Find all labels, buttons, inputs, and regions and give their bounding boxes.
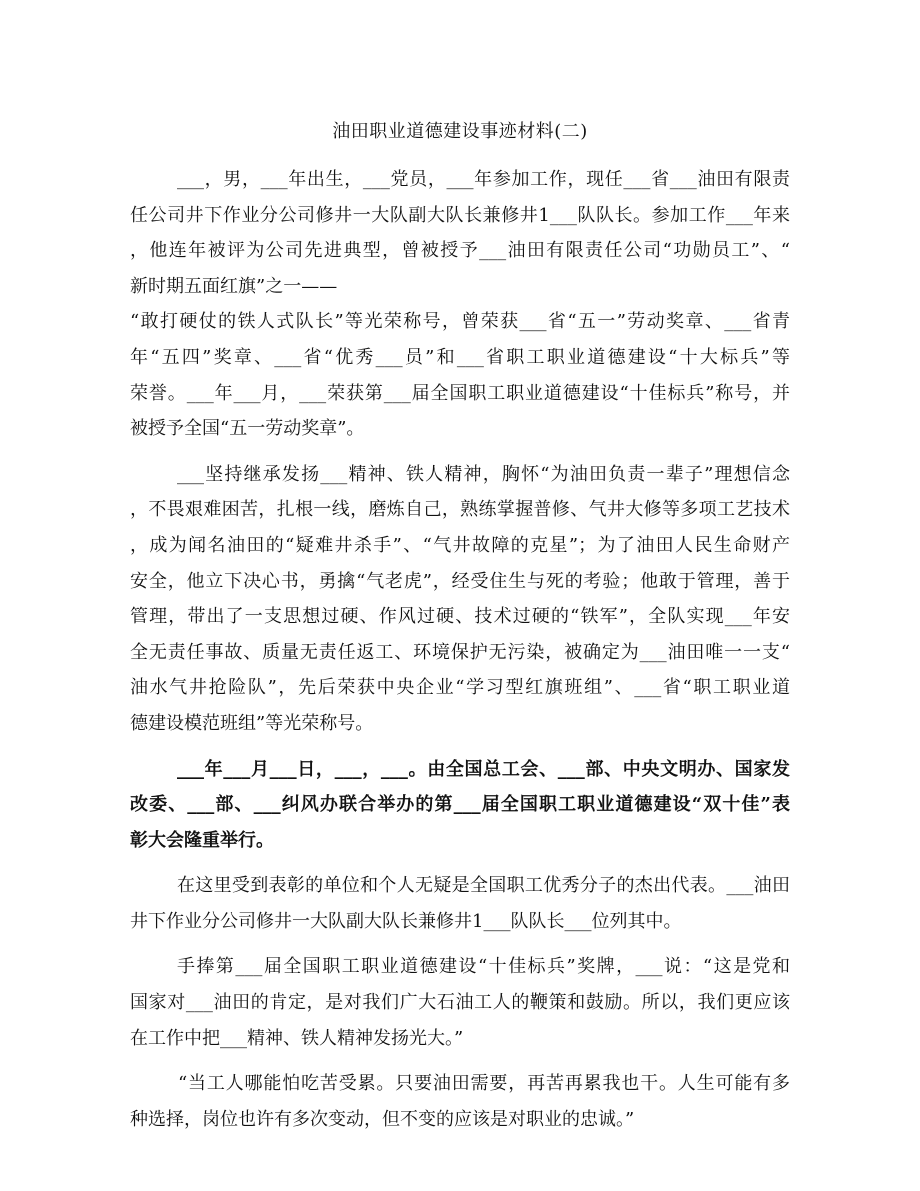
paragraph-4	[130, 868, 790, 939]
paragraph-line: 手捧第___届全国职工职业道德建设“十佳标兵”奖牌，___说：“这是党和	[177, 956, 790, 978]
paragraph-gap	[130, 939, 790, 949]
paragraph-gap	[130, 1056, 790, 1066]
paragraph-line: 年“五四”奖章、___省“优秀___员”和___省职工职业道德建设“十大标兵”等	[130, 346, 790, 368]
paragraph-line: 荣誉。___年___月，___荣获第___届全国职工职业道德建设“十佳标兵”称号，并	[130, 382, 790, 404]
paragraph-line: 在工作中把___精神、铁人精神发扬光大。”	[130, 1027, 464, 1049]
paragraph-gap	[130, 858, 790, 868]
paragraph-line: ___年___月___日，___，___。由全国总工会、___部、中央文明办、国家发	[177, 758, 790, 780]
paragraph-1	[130, 162, 790, 447]
paragraph-line: 国家对___油田的肯定，是对我们广大石油工人的鞭策和鼓励。所以，我们更应该	[130, 992, 790, 1014]
paragraph-line: ，成为闻名油田的“疑难井杀手”、“气井故障的克星”；为了油田人民生命财产	[130, 534, 790, 556]
paragraph-line: 油水气井抢险队”，先后荣获中央企业“学习型红旗班组”、___省“职工职业道	[130, 677, 790, 699]
paragraph-gap	[130, 742, 790, 752]
paragraph-line: “当工人哪能怕吃苦受累。只要油田需要，再苦再累我也干。人生可能有多	[178, 1073, 790, 1095]
paragraph-line: 新时期五面红旗”之一——	[130, 275, 338, 297]
paragraph-line: 彰大会隆重举行。	[130, 829, 274, 851]
paragraph-line: ，他连年被评为公司先进典型，曾被授予___油田有限责任公司“功勋员工”、“	[130, 240, 790, 262]
paragraph-line: 井下作业分公司修井一大队副大队长兼修井1___队队长___位列其中。	[130, 910, 682, 932]
paragraph-6	[130, 1066, 790, 1137]
paragraph-line: 改委、___部、___纠风办联合举办的第___届全国职工职业道德建设“双十佳”表	[130, 794, 790, 816]
paragraph-line: 德建设模范班组”等光荣称号。	[130, 712, 374, 734]
document-title: 油田职业道德建设事迹材料(二)	[332, 121, 588, 142]
paragraph-line: ___坚持继承发扬___精神、铁人精神，胸怀“为油田负责一辈子”理想信念	[177, 463, 790, 485]
paragraph-line: 全无责任事故、质量无责任返工、环境保护无污染，被确定为___油田唯一一支“	[130, 641, 790, 663]
paragraph-3-bold	[130, 752, 790, 859]
paragraph-line: ，不畏艰难困苦，扎根一线，磨炼自己，熟练掌握普修、气井大修等多项工艺技术	[130, 499, 790, 521]
paragraph-line: “敢打硬仗的铁人式队长”等光荣称号，曾荣获___省“五一”劳动奖章、___省青	[130, 311, 790, 333]
document-body	[130, 162, 790, 1137]
paragraph-line: 管理，带出了一支思想过硬、作风过硬、技术过硬的“铁军”，全队实现___年安	[130, 606, 790, 628]
paragraph-line: 种选择，岗位也许有多次变动，但不变的应该是对职业的忠诚。”	[130, 1108, 635, 1130]
paragraph-line: 在这里受到表彰的单位和个人无疑是全国职工优秀分子的杰出代表。___油田	[177, 875, 790, 897]
paragraph-5	[130, 949, 790, 1056]
paragraph-line: 任公司井下作业分公司修井一大队副大队长兼修井1___队队长。参加工作___年来	[130, 204, 790, 226]
paragraph-line: 安全，他立下决心书，勇擒“气老虎”，经受住生与死的考验；他敢于管理，善于	[130, 570, 790, 592]
paragraph-line: 被授予全国“五一劳动奖章”。	[130, 418, 365, 440]
paragraph-2	[130, 457, 790, 742]
paragraph-line: ___，男，___年出生，___党员，___年参加工作，现任___省___油田有限责	[177, 169, 790, 190]
paragraph-gap	[130, 447, 790, 457]
